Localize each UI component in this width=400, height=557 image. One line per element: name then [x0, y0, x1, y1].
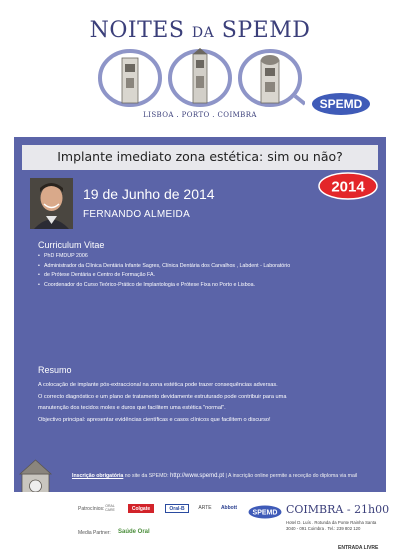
free-entry-label: ENTRADA LIVRE — [338, 545, 379, 551]
spemd-logo — [311, 92, 371, 116]
spemd-logo-text: SPEMD — [319, 97, 363, 111]
event-date: 19 de Junho de 2014 — [83, 186, 215, 202]
resumo-paragraph: Objectivo principal: apresentar evidências científicas e casos clínicos que facilitem o discurso! — [38, 416, 271, 423]
speaker-photo — [30, 178, 73, 229]
cv-list — [38, 252, 368, 290]
registration-label: Inscrição obrigatória — [72, 473, 124, 479]
towers-rings-illustration — [95, 48, 305, 108]
address-line: 3040 - 091 Coimbra . Tel.: 239 802 120 — [286, 526, 361, 531]
event-title: Implante imediato zona estética: sim ou não? — [57, 149, 343, 164]
resumo-paragraph: O correcto diagnóstico e um plano de tratamento devidamente estruturado pode contribuir para uma — [38, 393, 287, 400]
list-item: • Coordenador do Curso Teórico-Prático de Implantologia e Prótese Fixa no Porto e Lisboa. — [38, 281, 368, 291]
speaker-name: FERNANDO ALMEIDA — [83, 209, 191, 220]
speaker-portrait-image — [30, 178, 73, 229]
event-title-bar — [22, 145, 378, 170]
brand-title-part3: SPEMD — [214, 18, 311, 43]
registration-note: | A inscrição online permite a receção do diploma via mail — [224, 473, 358, 479]
spemd-footer-logo-text: SPEMD — [252, 509, 278, 517]
registration-line — [72, 473, 357, 479]
resumo-text — [38, 380, 373, 426]
address-line: Hotel D. Luís . Rotunda da Ponte Rainha Santa — [286, 520, 377, 525]
brand-title-part1: NOITES — [89, 18, 192, 43]
sponsors-label: Patrocínios: — [78, 506, 105, 512]
list-item: • PhD FMDUP 2006 — [38, 252, 368, 262]
list-item: • de Prótese Dentária e Centro de Formação FA. — [38, 271, 368, 281]
cities-label: LISBOA . PORTO . COIMBRA — [143, 111, 257, 119]
resumo-paragraph: A colocação de implante pós-extraccional na zona estética pode trazer consequências adversas. — [38, 382, 278, 388]
resumo-paragraph: manutenção dos tecidos moles e duros que facilitem uma estética "normal". — [38, 405, 226, 411]
media-partner-label: Media Partner: — [78, 530, 111, 536]
venue-address — [286, 520, 396, 532]
brand-title — [0, 18, 400, 43]
registration-middle: no site da SPEMD: — [123, 473, 171, 479]
sponsor-abbott: Abbott — [220, 505, 238, 511]
venue-city-time: COIMBRA - 21h00 — [286, 503, 390, 516]
header — [0, 0, 400, 137]
media-partner-name: Saúde Oral — [118, 529, 150, 535]
sponsor-oral-b: Oral-B — [165, 504, 189, 513]
sponsor-arte: ARTE — [198, 505, 212, 511]
registration-link[interactable]: http://www.spemd.pt — [170, 473, 225, 479]
spemd-footer-logo — [248, 505, 282, 519]
sponsor-oral-care: ORAL CARE — [105, 504, 115, 512]
resumo-heading: Resumo — [38, 365, 72, 375]
brand-title-part2: DA — [191, 25, 215, 41]
list-item: • Administrador da Clínica Dentária Infante Sagres, Clínica Dentária dos Carvalhos , Labdent - Laboratório — [38, 262, 368, 272]
year-badge-text: 2014 — [331, 178, 365, 196]
year-badge — [318, 172, 378, 200]
sponsor-colgate: Colgate — [128, 504, 154, 513]
cv-heading: Curriculum Vitae — [38, 240, 105, 250]
